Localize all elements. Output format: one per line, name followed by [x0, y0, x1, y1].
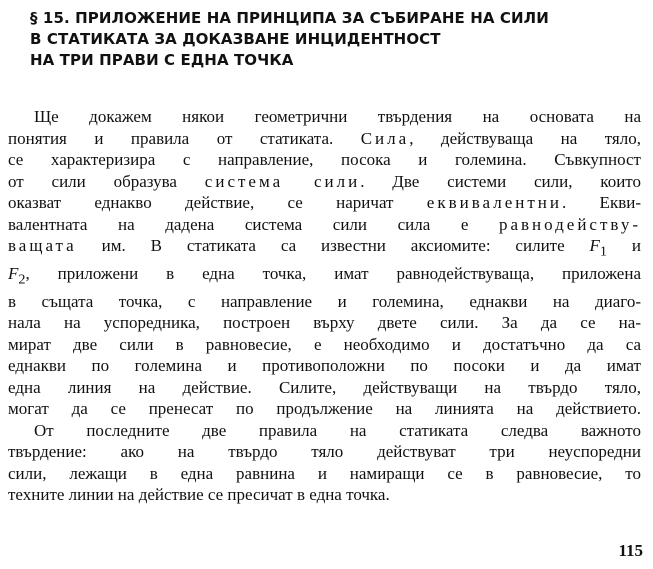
body-text	[8, 106, 641, 506]
text-line: $F_2$, приложени в една точка, имат равнодействуваща, приложена	[8, 263, 641, 288]
text-line: се характеризира с направление, посока и големина. Съвкупност	[8, 150, 641, 169]
text-line: оказват еднакво действие, се наричат еквивалентни. Екви-	[8, 193, 641, 212]
text-line: от сили образува система сили. Две системи сили, които	[8, 171, 641, 191]
heading-line: НА ТРИ ПРАВИ С ЕДНА ТОЧКА	[30, 51, 294, 69]
text-line: твърдение: ако на твърдо тяло действуват три неуспоредни	[8, 442, 641, 462]
text-line: От последните две правила на статиката следва важното	[34, 420, 641, 440]
text-line: техните линии на действие се пресичат в една точка.	[8, 485, 390, 505]
page-number: 115	[618, 541, 643, 560]
text-line: еднакви по големина и противоположни по посоки и да имат	[8, 356, 641, 376]
text-line: една линия на действие. Силите, действуващи на твърдо тяло,	[8, 377, 641, 397]
spaced-term: Сила	[360, 128, 410, 148]
section-heading	[30, 8, 630, 71]
math-symbol: F	[8, 263, 19, 283]
heading-line: В СТАТИКАТА ЗА ДОКАЗВАНЕ ИНЦИДЕНТНОСТ	[30, 30, 441, 48]
math-subscript: 2	[18, 271, 26, 288]
text-line: нала на успоредника, построен върху двете сили. За да се на-	[8, 313, 641, 333]
spaced-term: система сили	[204, 171, 361, 191]
text-line: ващата им. В статиката са известни аксиомите: силите $F_1$ и	[8, 236, 641, 260]
math-symbol: F	[589, 236, 600, 255]
spaced-term: ващата	[8, 236, 77, 255]
text-line: Ще докажем някои геометрични твърдения на основата на	[34, 107, 641, 126]
text-line: мират две сили в равновесие, е необходимо и достатъчно да са	[8, 334, 641, 354]
text-line: сили, лежащи в една равнина и намиращи се в равновесие, то	[8, 463, 641, 483]
text-line: валентната на дадена система сили сила е равнодейству-	[8, 214, 641, 234]
text-line: могат да се пренесат по продължение на линията на действието.	[8, 399, 641, 419]
text-line: в същата точка, с направление и големина, еднакви на диаго-	[8, 291, 641, 311]
text-line: понятия и правила от статиката. Сила, действуваща на тяло,	[8, 128, 641, 148]
heading-line: § 15. ПРИЛОЖЕНИЕ НА ПРИНЦИПА ЗА СЪБИРАНЕ НА СИЛИ	[30, 9, 549, 27]
spaced-term: равнодейству-	[498, 214, 641, 234]
spaced-term: еквивалентни	[426, 193, 562, 212]
math-subscript: 1	[599, 243, 607, 260]
